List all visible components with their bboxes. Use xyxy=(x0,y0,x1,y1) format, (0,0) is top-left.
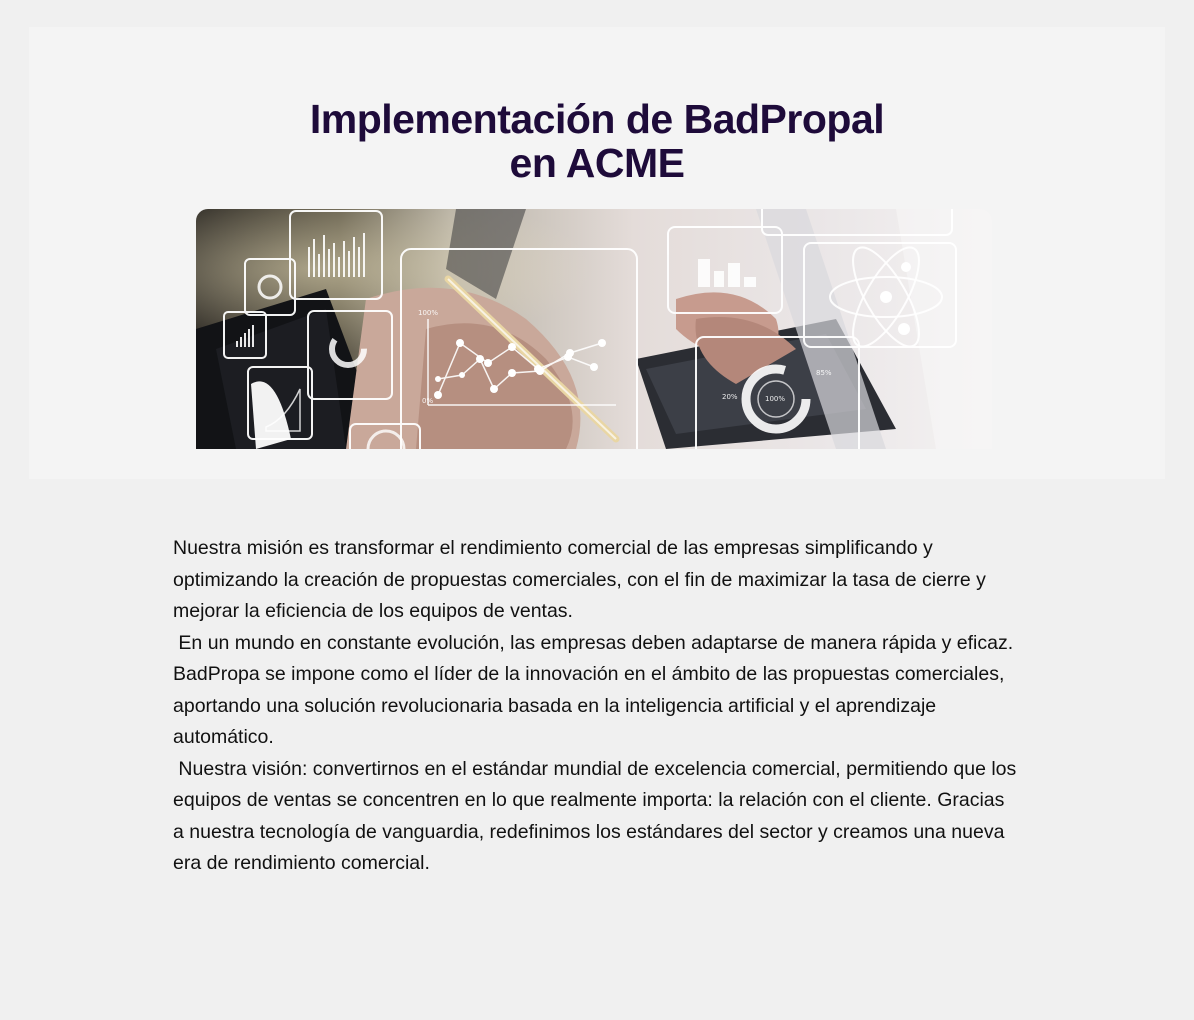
vision-paragraph: Nuestra visión: convertirnos en el estándar mundial de excelencia comercial, permitiendo que los equipos de ventas se concentren en lo que realmente importa: la relación con el cliente. Gracias a nuestra tecnología de vanguardia, redefinimos los estándares del sector y creamos una nueva era de rendimiento comercial. xyxy=(173,757,1022,874)
hero-section xyxy=(29,27,1165,479)
page-title-line-2: en ACME xyxy=(509,140,685,186)
banner-label-100: 100% xyxy=(418,309,439,317)
mission-paragraph: Nuestra misión es transformar el rendimiento comercial de las empresas simplificando y optimizando la creación de propuestas comerciales, con el fin de maximizar la tasa de cierre y mejorar la eficiencia de los equipos de ventas. xyxy=(173,537,986,622)
banner-label-20: 20% xyxy=(722,393,738,401)
banner-label-85: 85% xyxy=(816,369,832,377)
context-paragraph: En un mundo en constante evolución, las empresas deben adaptarse de manera rápida y eficaz. BadPropa se impone como el líder de la innovación en el ámbito de las propuestas comerciales, aportando una solución revolucionaria basada en la inteligencia artificial y el aprendizaje automático. xyxy=(173,631,1019,748)
page-title-line-1: Implementación de BadPropal xyxy=(309,96,885,142)
hero-banner-image xyxy=(196,209,992,449)
mission-text xyxy=(173,533,1022,880)
page-title xyxy=(29,97,1165,185)
banner-ring-label: 100% xyxy=(765,395,786,403)
banner-label-0: 0% xyxy=(422,397,434,405)
